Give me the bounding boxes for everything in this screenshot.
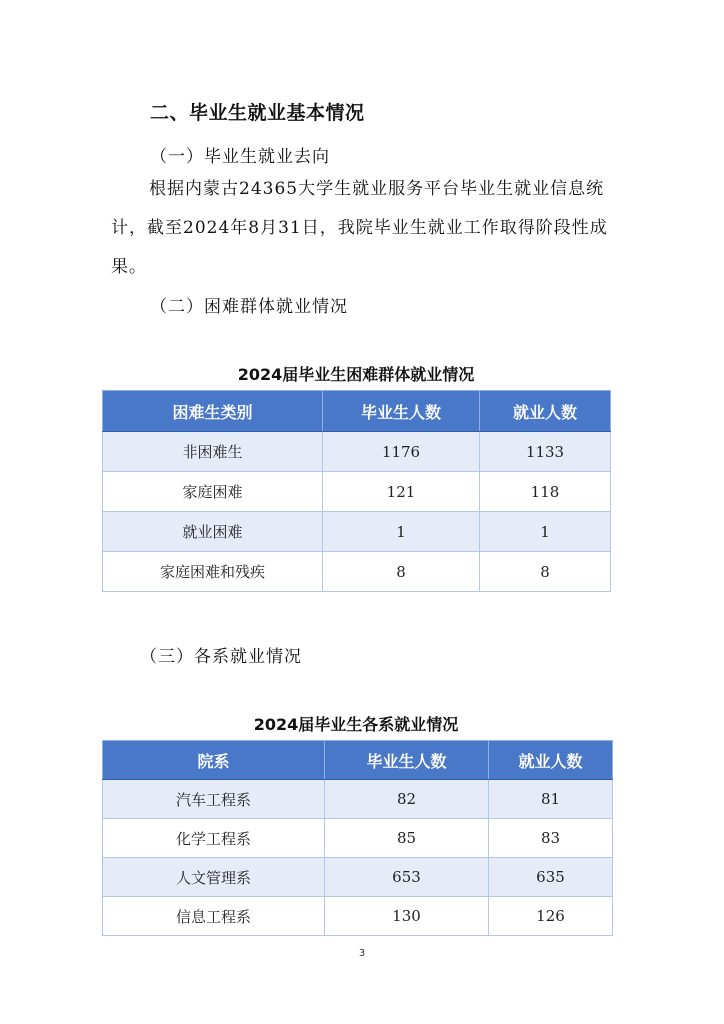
table-cell: 1	[323, 512, 480, 552]
table-row	[103, 897, 613, 936]
table2-header-graduates: 毕业生人数	[325, 741, 489, 780]
subheading-departments: （三）各系就业情况	[140, 647, 302, 667]
table2-header-employed: 就业人数	[489, 741, 613, 780]
table-cell: 635	[489, 858, 613, 897]
table-cell: 85	[325, 819, 489, 858]
table-row	[103, 819, 613, 858]
table-cell: 118	[480, 472, 611, 512]
body-paragraph: 根据内蒙古24365大学生就业服务平台毕业生就业信息统计，截至2024年8月31日，我院毕业生就业工作取得阶段性成果。	[111, 179, 608, 277]
table1-header-category: 困难生类别	[103, 391, 323, 432]
table-cell: 83	[489, 819, 613, 858]
table-cell: 1133	[480, 432, 611, 472]
table1-header-graduates: 毕业生人数	[323, 391, 480, 432]
table-cell: 人文管理系	[103, 858, 325, 897]
table-cell: 130	[325, 897, 489, 936]
table-row	[103, 858, 613, 897]
table-cell: 信息工程系	[103, 897, 325, 936]
table-cell: 8	[323, 552, 480, 592]
table-row	[103, 780, 613, 819]
table-cell: 就业困难	[103, 512, 323, 552]
table-cell: 汽车工程系	[103, 780, 325, 819]
section-heading: 二、毕业生就业基本情况	[150, 102, 365, 124]
page-number: 3	[358, 948, 366, 959]
table-cell: 化学工程系	[103, 819, 325, 858]
table-cell: 家庭困难	[103, 472, 323, 512]
table-cell: 非困难生	[103, 432, 323, 472]
table-cell: 1	[480, 512, 611, 552]
table-cell: 653	[325, 858, 489, 897]
table-row	[103, 512, 611, 552]
table-cell: 121	[323, 472, 480, 512]
table2-header-department: 院系	[103, 741, 325, 780]
table1-header-employed: 就业人数	[480, 391, 611, 432]
table-cell: 家庭困难和残疾	[103, 552, 323, 592]
table2-caption: 2024届毕业生各系就业情况	[253, 715, 459, 734]
table1-caption: 2024届毕业生困难群体就业情况	[237, 365, 475, 384]
table-row	[103, 432, 611, 472]
table-cell: 126	[489, 897, 613, 936]
table-row	[103, 552, 611, 592]
table-cell: 81	[489, 780, 613, 819]
subheading-employment-destination: （一）毕业生就业去向	[150, 147, 330, 167]
table-cell: 1176	[323, 432, 480, 472]
table-cell: 82	[325, 780, 489, 819]
table-cell: 8	[480, 552, 611, 592]
table-row	[103, 472, 611, 512]
subheading-difficult-groups: （二）困难群体就业情况	[150, 297, 348, 317]
difficult-groups-table	[102, 390, 611, 592]
departments-table	[102, 740, 613, 936]
